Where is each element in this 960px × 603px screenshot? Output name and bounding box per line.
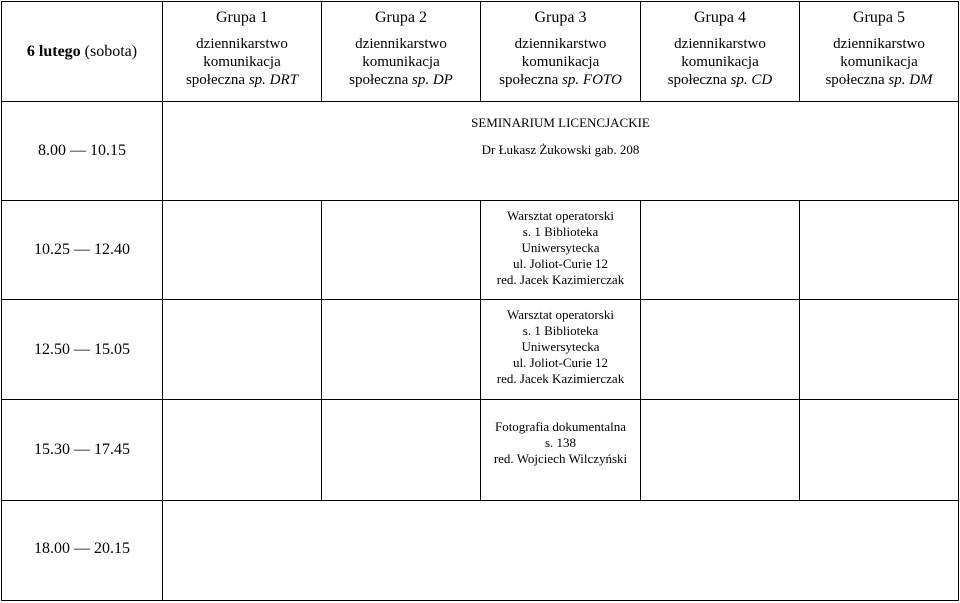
time-slot: 15.30 — 17.45: [2, 400, 163, 501]
group-line2: komunikacja: [840, 54, 918, 70]
empty-cell: [800, 400, 959, 501]
empty-cell: [800, 201, 959, 300]
empty-cell: [641, 400, 800, 501]
group-header-1: [163, 2, 322, 102]
group-line3-plain: społeczna: [499, 72, 563, 88]
class-title: Fotografia dokumentalna: [494, 419, 627, 434]
class-title: Warsztat operatorski: [507, 307, 614, 322]
group-line3-plain: społeczna: [667, 72, 731, 88]
empty-cell: [163, 400, 322, 501]
class-place: Uniwersytecka: [521, 240, 600, 255]
group-name: Grupa 5: [853, 9, 905, 26]
group-line1: dziennikarstwo: [196, 36, 288, 52]
group-line2: komunikacja: [521, 54, 600, 70]
group-name: Grupa 4: [694, 9, 746, 26]
time-slot: 8.00 — 10.15: [2, 102, 163, 201]
empty-cell: [322, 201, 481, 300]
group-line1: dziennikarstwo: [674, 36, 766, 52]
class-title: Warsztat operatorski: [507, 208, 614, 223]
header-row: [2, 2, 959, 102]
empty-cell: [163, 300, 322, 400]
time-slot: 10.25 — 12.40: [2, 201, 163, 300]
group-name: Grupa 1: [216, 9, 268, 26]
time-row-2: [2, 201, 959, 300]
date-day: 6 lutego: [26, 42, 81, 60]
empty-cell: [322, 300, 481, 400]
class-teacher: red. Jacek Kazimierczak: [496, 272, 625, 287]
group-specialization: sp. CD: [730, 72, 773, 88]
class-address: ul. Joliot-Curie 12: [513, 355, 608, 370]
group-name: Grupa 3: [534, 9, 587, 26]
group-line1: dziennikarstwo: [514, 36, 607, 52]
group-header-4: [641, 2, 800, 102]
empty-cell: [163, 201, 322, 300]
empty-cell: [322, 400, 481, 501]
empty-cell: [163, 501, 959, 601]
time-row-5: [2, 501, 959, 601]
group-line3-plain: społeczna: [185, 72, 249, 88]
class-seminar: [163, 102, 959, 201]
group-line1: dziennikarstwo: [355, 36, 447, 52]
group-specialization: sp. DM: [888, 72, 933, 88]
class-workshop: [481, 300, 641, 400]
schedule-table: [1, 1, 959, 601]
group-specialization: sp. FOTO: [562, 72, 622, 88]
time-row-1: [2, 102, 959, 201]
time-row-4: [2, 400, 959, 501]
group-line2: komunikacja: [362, 54, 440, 70]
group-line2: komunikacja: [203, 54, 281, 70]
group-header-5: [800, 2, 959, 102]
group-specialization: sp. DRT: [248, 72, 299, 88]
class-room: s. 1 Biblioteka: [522, 323, 599, 338]
group-line3-plain: społeczna: [825, 72, 889, 88]
group-line2: komunikacja: [681, 54, 759, 70]
class-teacher: Dr Łukasz Żukowski gab. 208: [481, 142, 640, 157]
date-weekday: (sobota): [80, 42, 138, 60]
class-room: s. 138: [544, 435, 577, 450]
time-slot: 18.00 — 20.15: [2, 501, 163, 601]
class-teacher: red. Wojciech Wilczyński: [493, 451, 628, 466]
group-line3-plain: społeczna: [349, 72, 413, 88]
class-teacher: red. Jacek Kazimierczak: [496, 371, 625, 386]
class-photography: [481, 400, 641, 501]
class-address: ul. Joliot-Curie 12: [513, 256, 608, 271]
empty-cell: [641, 201, 800, 300]
date-cell: [2, 2, 163, 102]
class-room: s. 1 Biblioteka: [522, 224, 599, 239]
class-title: SEMINARIUM LICENCJACKIE: [471, 115, 650, 130]
class-workshop: [481, 201, 641, 300]
empty-cell: [800, 300, 959, 400]
class-place: Uniwersytecka: [521, 339, 600, 354]
group-specialization: sp. DP: [412, 72, 453, 88]
group-name: Grupa 2: [375, 9, 427, 26]
group-header-3: [481, 2, 641, 102]
empty-cell: [641, 300, 800, 400]
group-line1: dziennikarstwo: [833, 36, 925, 52]
time-row-3: [2, 300, 959, 400]
time-slot: 12.50 — 15.05: [2, 300, 163, 400]
group-header-2: [322, 2, 481, 102]
